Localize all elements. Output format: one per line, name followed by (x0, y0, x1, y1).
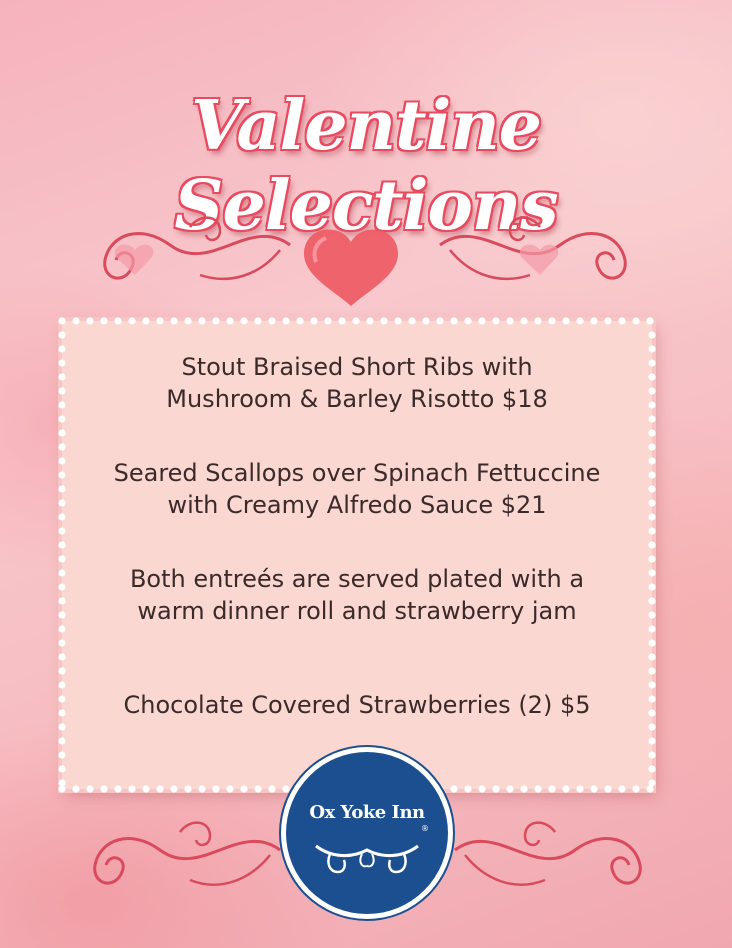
border-dot (492, 317, 499, 324)
border-dot (648, 331, 655, 338)
border-dot (142, 785, 149, 792)
border-dot (648, 737, 655, 744)
border-dot (534, 317, 541, 324)
menu-item-strawberries: Chocolate Covered Strawberries (2) $5 (123, 691, 591, 719)
border-dot (58, 751, 65, 758)
border-dot (58, 527, 65, 534)
border-dot (648, 541, 655, 548)
border-dot (352, 317, 359, 324)
border-dot (648, 527, 655, 534)
border-dot (86, 785, 93, 792)
border-dot (478, 785, 485, 792)
border-dot (128, 785, 135, 792)
border-dot (648, 765, 655, 772)
border-dot (506, 317, 513, 324)
border-dot (198, 785, 205, 792)
border-dot (648, 723, 655, 730)
border-dot (58, 331, 65, 338)
border-dot (604, 785, 611, 792)
border-dot (478, 317, 485, 324)
border-dot (58, 555, 65, 562)
border-dot (632, 317, 639, 324)
border-dot (268, 317, 275, 324)
border-dot (464, 785, 471, 792)
border-dot (632, 785, 639, 792)
border-dot (282, 785, 289, 792)
border-dot (156, 785, 163, 792)
border-dot (648, 555, 655, 562)
menu-panel (62, 321, 652, 789)
left-swirl-ornament (80, 205, 300, 300)
right-swirl-ornament (430, 205, 650, 300)
border-dot (520, 317, 527, 324)
ox-yoke-inn-logo (286, 752, 448, 914)
menu-item-scallops: Seared Scallops over Spinach Fettuccine with Creamy Alfredo Sauce $21 (113, 459, 601, 519)
border-dot (380, 317, 387, 324)
border-dot (648, 751, 655, 758)
border-dot (212, 785, 219, 792)
border-dot (492, 785, 499, 792)
border-dot (58, 779, 65, 786)
border-dot (576, 785, 583, 792)
border-dot (618, 785, 625, 792)
border-dot (184, 785, 191, 792)
border-dot (548, 317, 555, 324)
border-dot (240, 317, 247, 324)
border-dot (198, 317, 205, 324)
center-heart-icon (296, 220, 406, 310)
border-dot (184, 317, 191, 324)
border-dot (548, 785, 555, 792)
border-dot (408, 317, 415, 324)
border-dot (436, 317, 443, 324)
border-dot (648, 443, 655, 450)
border-dot (394, 317, 401, 324)
border-dot (338, 317, 345, 324)
border-dot (114, 317, 121, 324)
border-dot (226, 317, 233, 324)
border-dot (324, 317, 331, 324)
border-dot (100, 317, 107, 324)
border-dot (58, 737, 65, 744)
border-dot (142, 317, 149, 324)
border-dot (72, 317, 79, 324)
border-dot (58, 653, 65, 660)
border-dot (450, 317, 457, 324)
border-dot (114, 785, 121, 792)
border-dot (170, 317, 177, 324)
border-dot (58, 415, 65, 422)
border-dot (58, 443, 65, 450)
border-dot (562, 317, 569, 324)
border-dot (254, 317, 261, 324)
border-dot (648, 667, 655, 674)
border-dot (648, 653, 655, 660)
border-dot (648, 415, 655, 422)
border-dot (58, 681, 65, 688)
border-dot (534, 785, 541, 792)
menu-item-serving-note: Both entreés are served plated with a warm dinner roll and strawberry jam (129, 565, 585, 625)
border-dot (648, 639, 655, 646)
border-dot (506, 785, 513, 792)
border-dot (296, 317, 303, 324)
border-dot (254, 785, 261, 792)
border-dot (128, 317, 135, 324)
border-dot (58, 765, 65, 772)
border-dot (156, 317, 163, 324)
border-dot (562, 785, 569, 792)
border-dot (648, 429, 655, 436)
border-dot (58, 723, 65, 730)
border-dot (576, 317, 583, 324)
border-dot (520, 785, 527, 792)
border-dot (464, 317, 471, 324)
border-dot (436, 785, 443, 792)
border-dot (366, 317, 373, 324)
registered-mark: ® (421, 824, 429, 833)
border-dot (58, 429, 65, 436)
border-dot (212, 317, 219, 324)
border-dot (100, 785, 107, 792)
border-dot (310, 317, 317, 324)
border-dot (170, 785, 177, 792)
logo-text: Ox Yoke Inn (309, 802, 425, 823)
border-dot (648, 779, 655, 786)
ox-yoke-icon (312, 840, 422, 876)
border-dot (648, 681, 655, 688)
border-dot (226, 785, 233, 792)
border-dot (604, 317, 611, 324)
border-dot (86, 317, 93, 324)
border-dot (72, 785, 79, 792)
border-dot (618, 317, 625, 324)
border-dot (58, 541, 65, 548)
border-dot (590, 317, 597, 324)
border-dot (646, 317, 653, 324)
border-dot (58, 667, 65, 674)
border-dot (240, 785, 247, 792)
border-dot (422, 317, 429, 324)
bottom-right-swirl-ornament (450, 800, 665, 900)
border-dot (268, 785, 275, 792)
menu-item-short-ribs: Stout Braised Short Ribs with Mushroom & Barley Risotto $18 (166, 353, 548, 413)
border-dot (282, 317, 289, 324)
border-dot (58, 639, 65, 646)
bottom-left-swirl-ornament (70, 800, 285, 900)
page-title: Valentine Selections (174, 85, 558, 246)
border-dot (58, 317, 65, 324)
border-dot (450, 785, 457, 792)
border-dot (590, 785, 597, 792)
